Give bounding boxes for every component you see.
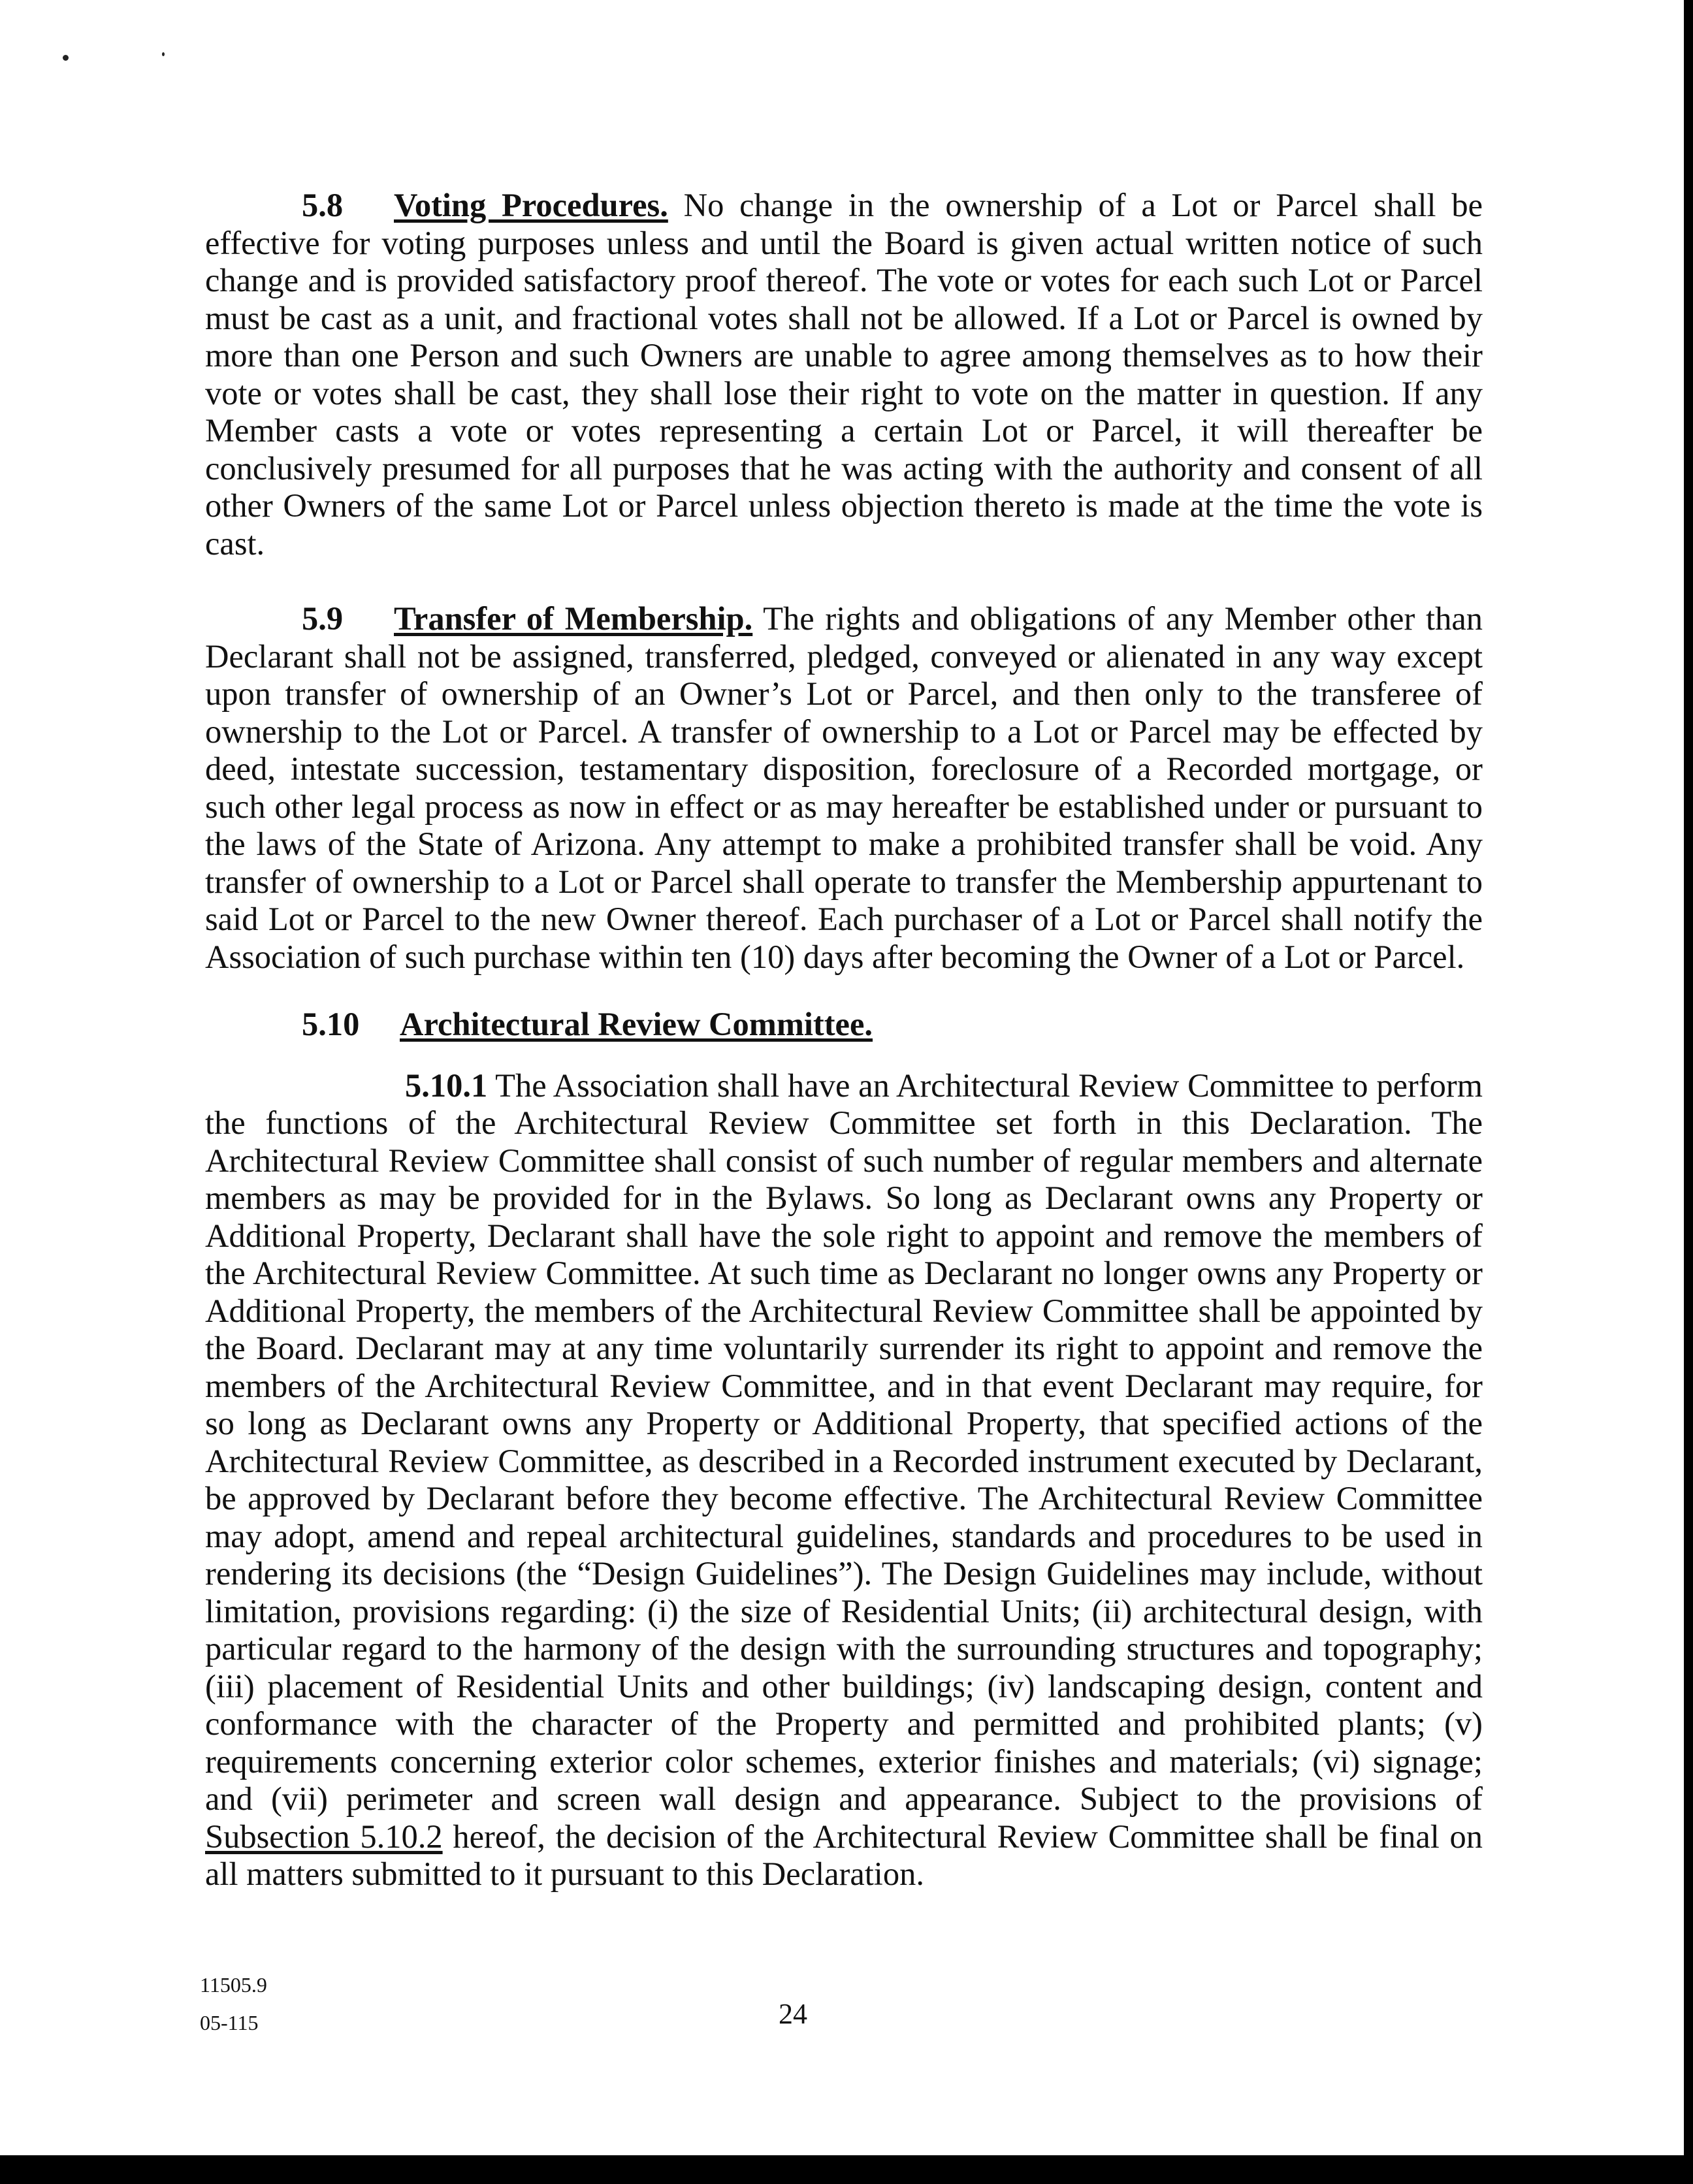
subsection-body-end: hereof, the decision of the Architectural Review Committee shall be final on all matters submitted to it pursuant to this Declaration. — [205, 1818, 1483, 1892]
doc-id: 11505.9 — [200, 1973, 267, 1997]
scan-speck — [162, 52, 165, 56]
section-number: 5.9 — [302, 600, 344, 637]
scan-speck — [63, 55, 69, 61]
cross-reference-link: Subsection 5.10.2 — [205, 1818, 443, 1855]
subsection-body: The Association shall have an Architectural Review Committee to perform the functions of the Architectural Review Committee set forth in this Declaration. The Architectural Review Committee shall consist of such number of regular members and alternate members as may be provided for in the Bylaws. So long as Declarant owns any Property or Additional Property, Declarant shall have the sole right to appoint and remove the members of the Architectural Review Committee. At such time as Declarant no longer owns any Property or Additional Property, the members of the Architectural Review Committee shall be appointed by the Board. Declarant may at any time voluntarily surrender its right to appoint and remove the members of the Architectural Review Committee, and in that event Declarant may require, for so long as Declarant owns any Property or Additional Property, that specified actions of the Architectural Review Committee, as described in a Recorded instrument executed by Declarant, be approved by Declarant before they become effective. The Architectural Review Committee may adopt, amend and repeal architectural guidelines, standards and procedures to be used in rendering its decisions (the “Design Guidelines”). The Design Guidelines may include, without limitation, provisions regarding: (i) the size of Residential Units; (ii) architectural design, with particular regard to the harmony of the design with the surrounding structures and topography; (iii) placement of Residential Units and other buildings; (iv) landscaping design, content and conformance with the character of the Property and permitted and prohibited plants; (v) requirements concerning exterior color schemes, exterior finishes and materials; (vi) signage; and (vii) perimeter and screen wall design and appearance. Subject to the provisions of — [205, 1067, 1483, 1817]
section-5-10-heading — [205, 1006, 1483, 1044]
page-number: 24 — [779, 1998, 807, 2030]
document-body — [205, 187, 1483, 1893]
section-title: Transfer of Membership. — [394, 600, 753, 637]
section-title: Voting Procedures. — [394, 187, 668, 223]
section-body: The rights and obligations of any Member other than Declarant shall not be assigned, transferred, pledged, conveyed or alienated in any way except upon transfer of ownership of an Owner’s Lot or Parcel, and then only to the transferee of ownership to the Lot or Parcel. A transfer of ownership to a Lot or Parcel may be effected by deed, intestate succession, testamentary disposition, foreclosure of a Recorded mortgage, or such other legal process as now in effect or as may hereafter be established under or pursuant to the laws of the State of Arizona. Any attempt to make a prohibited transfer shall be void. Any transfer of ownership to a Lot or Parcel shall operate to transfer the Membership appurtenant to said Lot or Parcel to the new Owner thereof. Each purchaser of a Lot or Parcel shall notify the Association of such purchase within ten (10) days after becoming the Owner of a Lot or Parcel. — [205, 600, 1483, 975]
scan-border-right — [1684, 0, 1693, 2184]
section-number: 5.10 — [302, 1006, 360, 1042]
subsection-5-10-1 — [205, 1067, 1483, 1893]
doc-ref: 05-115 — [200, 2011, 259, 2034]
section-5-9 — [205, 600, 1483, 976]
section-title: Architectural Review Committee. — [400, 1006, 873, 1042]
document-footer-ids — [200, 1966, 267, 2042]
section-body: No change in the ownership of a Lot or Parcel shall be effective for voting purposes unless and until the Board is given actual written notice of such change and is provided satisfactory proof thereof. The vote or votes for each such Lot or Parcel must be cast as a unit, and fractional votes shall not be allowed. If a Lot or Parcel is owned by more than one Person and such Owners are unable to agree among themselves as to how their vote or votes shall be cast, they shall lose their right to vote on the matter in question. If any Member casts a vote or votes representing a certain Lot or Parcel, it will thereafter be conclusively presumed for all purposes that he was acting with the authority and consent of all other Owners of the same Lot or Parcel unless objection thereto is made at the time the vote is cast. — [205, 187, 1483, 562]
section-number: 5.8 — [302, 187, 344, 223]
scan-border-bottom — [0, 2155, 1693, 2184]
section-5-8 — [205, 187, 1483, 562]
subsection-number: 5.10.1 — [405, 1067, 488, 1104]
